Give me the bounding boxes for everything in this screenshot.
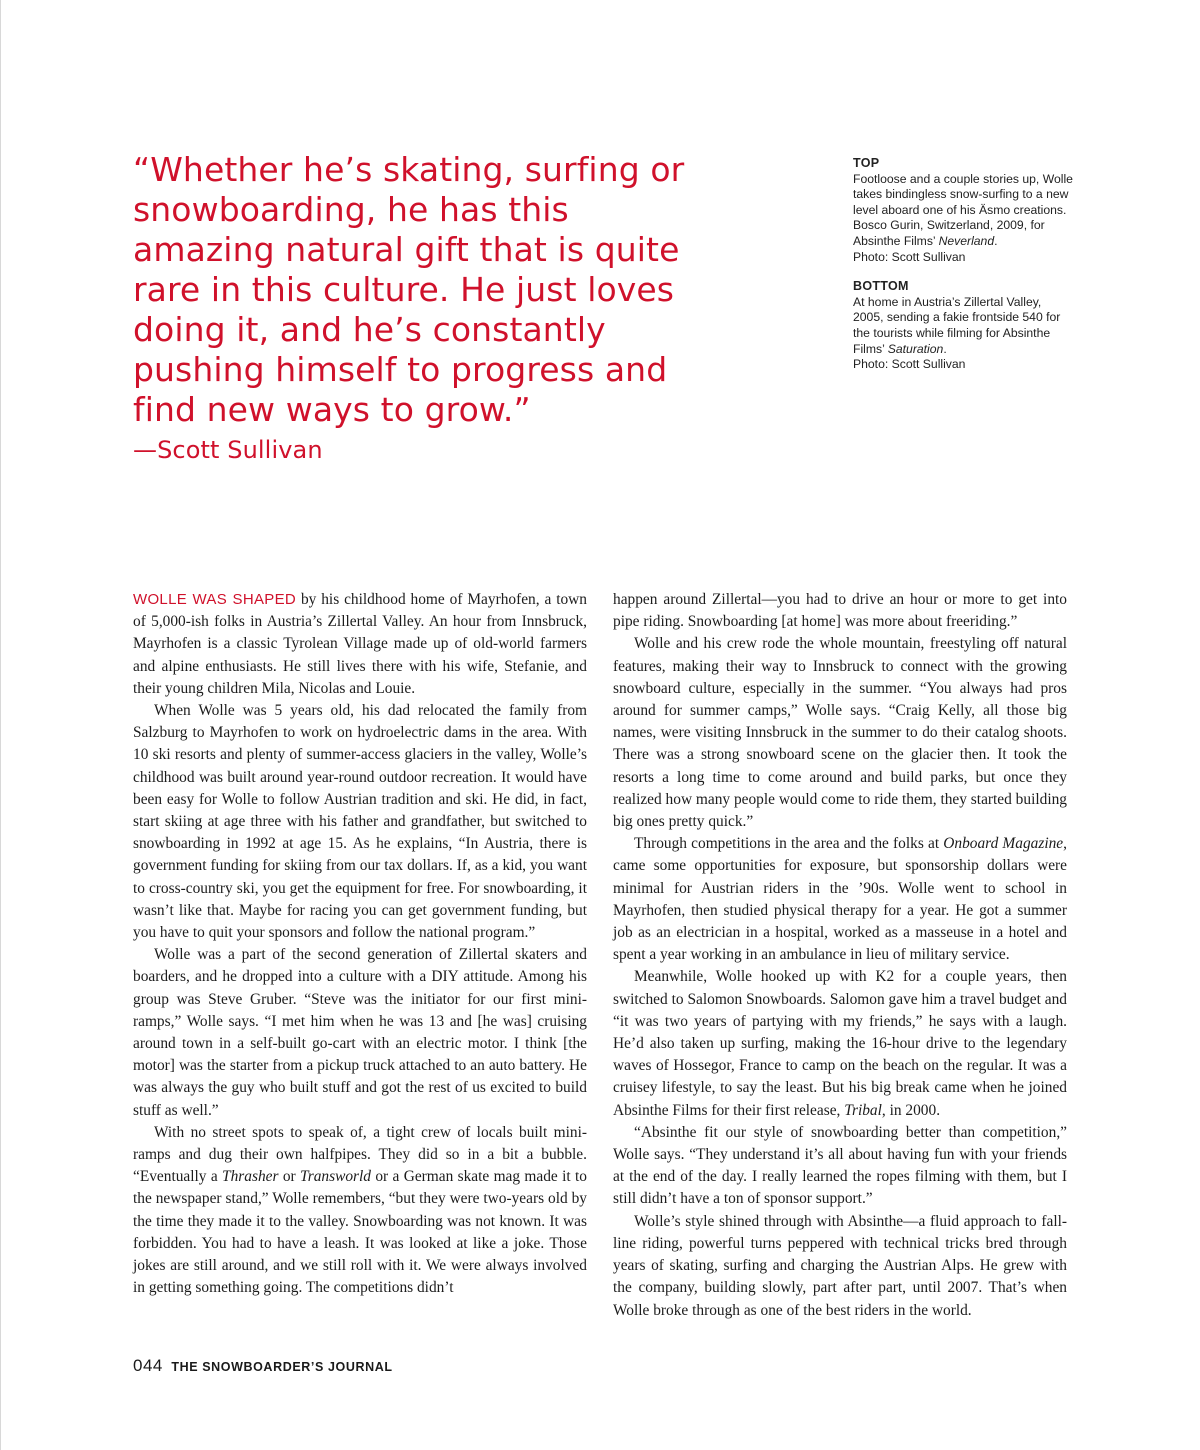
page-footer [133, 1356, 393, 1376]
article-paragraph: Wolle was a part of the second generation of Zillertal skaters and boarders, and he dropped into a culture with a DIY attitude. Among his group was Steve Gruber. “Steve was the initiator for our first mini-ramps,” Wolle says. “I met him when he was 13 and [he was] cruising around town in a self-built go-cart with an electric motor. I think [the motor] was the starter from a pickup truck attached to an auto battery. He was always the guy who built stuff and got the rest of us excited to build stuff as well.” [133, 946, 587, 1119]
article-paragraph [613, 966, 1067, 1121]
photo-captions [853, 156, 1073, 387]
paragraph-text: , in 2000. [881, 1101, 941, 1119]
paragraph-text: , came some opportunities for exposure, but sponsorship dollars were minimal for Austrian riders in the ’90s. Wolle went to school in Mayrhofen, then studied physical therapy for a year. He got a summer job as an electrician in a hospital, worked as a masseuse in a hotel and spent a year working in an ambulance in lieu of military service. [613, 835, 1067, 964]
page-number: 044 [133, 1356, 163, 1375]
article-paragraph [133, 1122, 587, 1300]
caption-film-title: Saturation [887, 341, 944, 356]
caption-bottom [853, 279, 1073, 373]
pull-quote [133, 150, 693, 470]
paragraph-text: by his childhood home of Mayrhofen, a town of 5,000-ish folks in Austria’s Zillertal Valley. An hour from Innsbruck, Mayrhofen is a classic Tyrolean Village made up of old-world farmers and alpine enthusiasts. He still lives there with his wife, Stefanie, and their young children Mila, Nicolas and Louie. [133, 591, 587, 697]
pull-quote-text: “Whether he’s skating, surfing or snowboarding, he has this amazing natural gift that is quite rare in this culture. He just loves doing it, and he’s constantly pushing himself to progress and find new ways to grow.” [133, 150, 685, 429]
caption-text-end: . [943, 341, 947, 356]
article-paragraph: When Wolle was 5 years old, his dad relocated the family from Salzburg to Mayrhofen to work on hydroelectric dams in the area. With 10 ski resorts and plenty of summer-access glaciers in the valley, Wolle’s childhood was built around year-round outdoor recreation. It would have been easy for Wolle to follow Austrian tradition and ski. He did, in fact, start skiing at age three with his father and grandfather, but switched to snowboarding in 1992 at age 15. As he explains, “In Austria, there is government funding for skiing from our tax dollars. If, as a kid, you want to cross-country ski, you get the equipment for free. For snowboarding, it wasn’t like that. Maybe for racing you can get government funding, but you have to quit your sponsors and follow the national program.” [133, 702, 587, 942]
caption-heading: BOTTOM [853, 279, 909, 294]
paragraph-text: or [278, 1168, 300, 1186]
magazine-title: Thrasher [222, 1168, 279, 1186]
film-title: Tribal [844, 1101, 882, 1119]
article-paragraph: Wolle’s style shined through with Absinthe—a fluid approach to fall-line riding, powerful turns peppered with technical tricks bred through years of skating, surfing and charging the Austrian Alps. He grew with the company, building slowly, part after part, until 2007. That’s when Wolle broke through as one of the best riders in the world. [613, 1212, 1067, 1319]
article-paragraph: happen around Zillertal—you had to drive an hour or more to get into pipe riding. Snowboarding [at home] was more about freeriding.” [613, 591, 1067, 631]
pull-quote-attribution: —Scott Sullivan [133, 436, 323, 464]
article-paragraph [613, 833, 1067, 966]
caption-credit: Photo: Scott Sullivan [853, 357, 966, 372]
caption-text-end: . [994, 233, 998, 248]
magazine-title: Onboard Magazine [943, 835, 1064, 853]
article-column-left [133, 589, 587, 1300]
article-paragraph: Wolle and his crew rode the whole mountain, freestyling off natural features, making their way to Innsbruck to connect with the growing snowboard culture, especially in the summer. “You always had pros around for summer camps,” Wolle says. “Craig Kelly, all those big names, were visiting Innsbruck in the summer to do their catalog shoots. There was a strong snowboard scene on the glacier then. It took the resorts a long time to come around and build parks, but once they realized how many people would come to ride them, they started building big ones pretty quick.” [613, 635, 1067, 831]
article-paragraph: “Absinthe fit our style of snowboarding better than competition,” Wolle says. “They understand it’s all about having fun with your friends at the end of the day. I really learned the ropes filming with them, but I still didn’t have a ton of sponsor support.” [613, 1123, 1067, 1208]
paragraph-text: or a German skate mag made it to the newspaper stand,” Wolle remembers, “but they were two-years old by the time they made it to the valley. Snowboarding was not known. It was forbidden. You had to have a leash. It was looked at like a joke. Those jokes are still around, and we still roll with it. We were always involved in getting something going. The competitions didn’t [133, 1168, 587, 1297]
article-paragraph [133, 589, 587, 700]
page-edge-line [0, 0, 1, 1450]
paragraph-text: Meanwhile, Wolle hooked up with K2 for a couple years, then switched to Salomon Snowboards. Salomon gave him a travel budget and “it was two years of partying with my friends,” he says with a laugh. He’d also taken up surfing, making the 16-hour drive to the legendary waves of Hossegor, France to camp on the beach on the regular. It was a cruisey lifestyle, to say the least. But his big break came when he joined Absinthe Films for their first release, [613, 968, 1067, 1119]
caption-credit: Photo: Scott Sullivan [853, 249, 966, 264]
article-lead-in: WOLLE WAS SHAPED [133, 591, 297, 608]
paragraph-text: Through competitions in the area and the folks at [634, 835, 944, 853]
caption-film-title: Neverland [938, 233, 995, 248]
caption-text: Footloose and a couple stories up, Wolle takes bindingless snow-surfing to a new level aboard one of his Äsmo creations. Bosco Gurin, Switzerland, 2009, for Absinthe Films’ [853, 171, 1073, 248]
magazine-name: THE SNOWBOARDER’S JOURNAL [171, 1360, 393, 1374]
caption-heading: TOP [853, 156, 880, 170]
caption-top [853, 156, 1073, 265]
magazine-title: Transworld [300, 1168, 372, 1186]
caption-text: At home in Austria’s Zillertal Valley, 2005, sending a fakie frontside 540 for the tourists while filming for Absinthe Films’ [853, 294, 1061, 356]
article-column-right [613, 589, 1067, 1322]
paragraph-text: With no street spots to speak of, a tight crew of locals built mini-ramps and dug their own halfpipes. They did so in a bit a bubble. “Eventually a [133, 1123, 587, 1186]
